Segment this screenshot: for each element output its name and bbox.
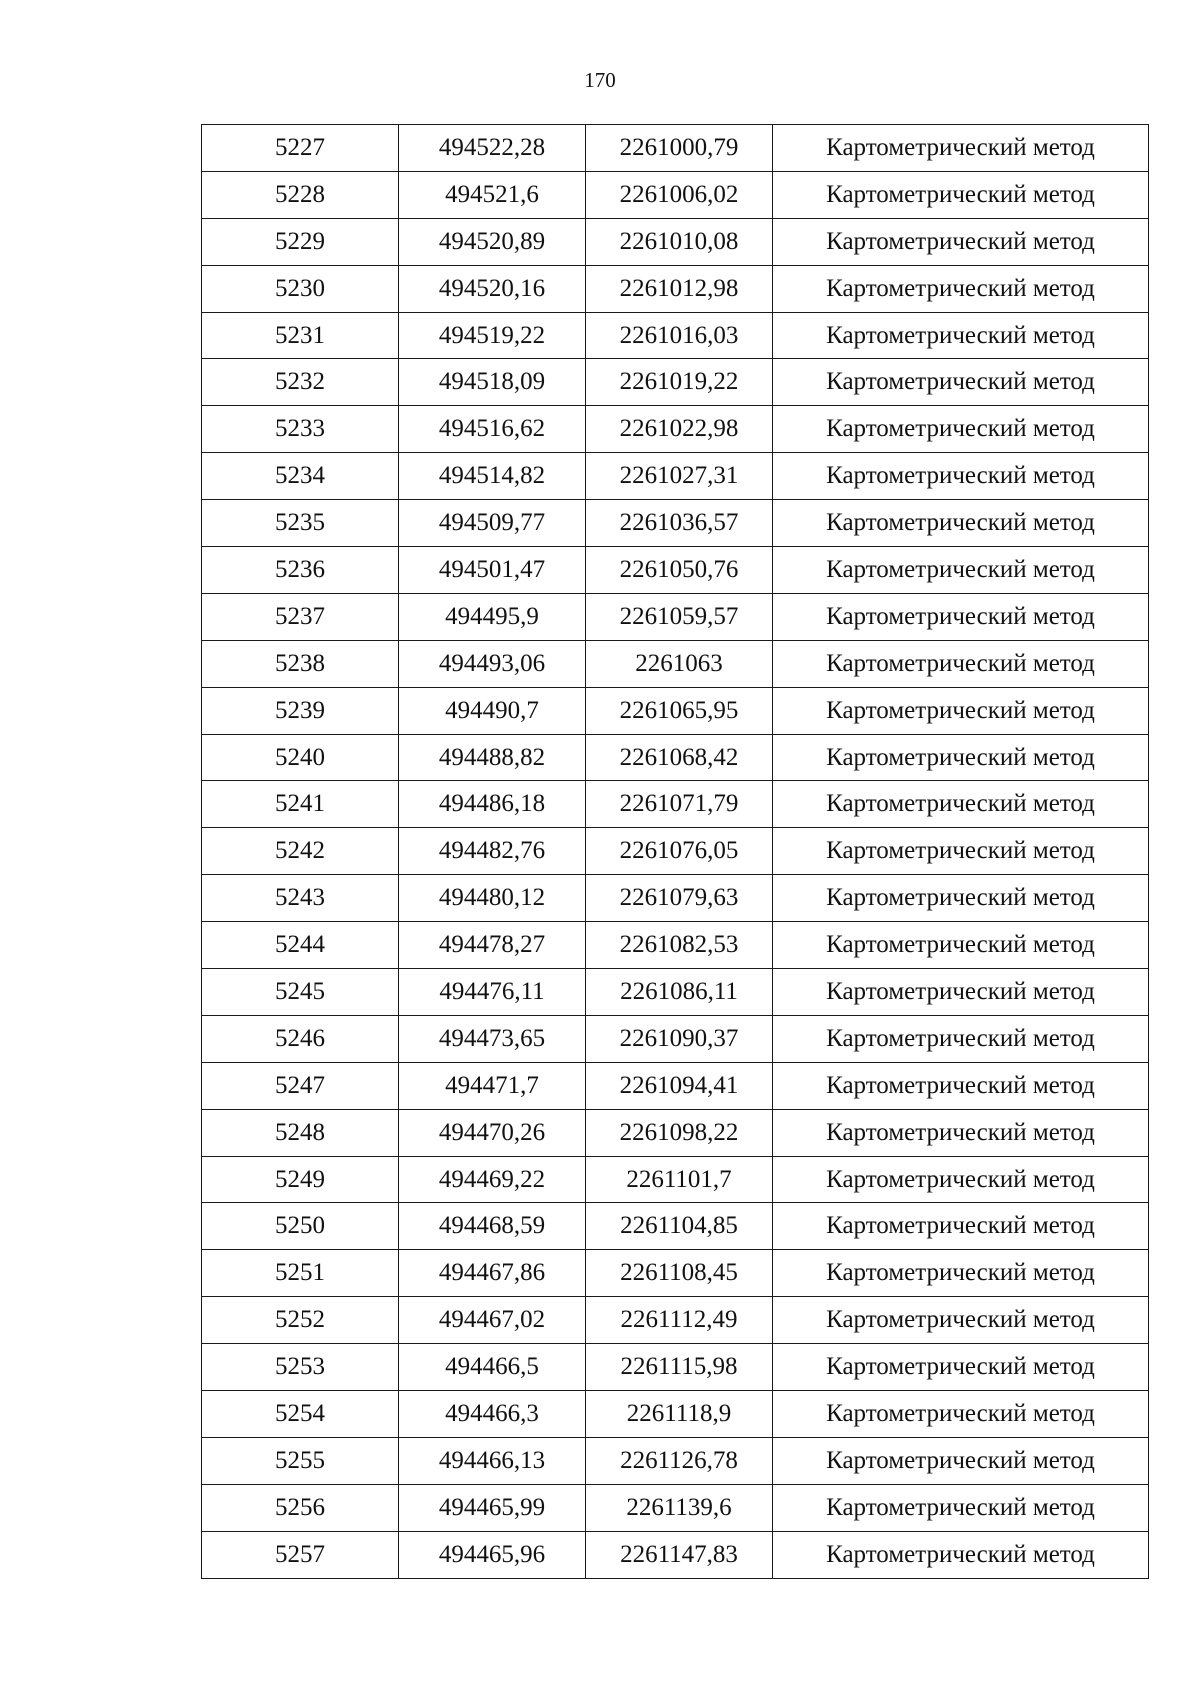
x-coordinate-cell: 494465,99 [399,1484,586,1531]
point-number-cell: 5254 [202,1391,399,1438]
x-coordinate-cell: 494470,26 [399,1109,586,1156]
x-coordinate-cell: 494501,47 [399,547,586,594]
y-coordinate-cell: 2261101,7 [586,1156,773,1203]
method-cell: Картометрический метод [773,500,1149,547]
x-coordinate-cell: 494465,96 [399,1531,586,1578]
x-coordinate-cell: 494520,16 [399,265,586,312]
table-row [202,1297,1149,1344]
x-coordinate-cell: 494490,7 [399,687,586,734]
method-cell: Картометрический метод [773,1484,1149,1531]
table-row [202,171,1149,218]
x-coordinate-cell: 494520,89 [399,218,586,265]
method-cell: Картометрический метод [773,265,1149,312]
point-number-cell: 5242 [202,828,399,875]
method-cell: Картометрический метод [773,1297,1149,1344]
point-number-cell: 5239 [202,687,399,734]
y-coordinate-cell: 2261050,76 [586,547,773,594]
y-coordinate-cell: 2261000,79 [586,125,773,172]
table-row [202,593,1149,640]
y-coordinate-cell: 2261016,03 [586,312,773,359]
y-coordinate-cell: 2261068,42 [586,734,773,781]
method-cell: Картометрический метод [773,1015,1149,1062]
y-coordinate-cell: 2261098,22 [586,1109,773,1156]
table-row [202,1531,1149,1578]
page-number: 170 [584,68,616,92]
table-row [202,828,1149,875]
table-row [202,1015,1149,1062]
x-coordinate-cell: 494488,82 [399,734,586,781]
x-coordinate-cell: 494516,62 [399,406,586,453]
y-coordinate-cell: 2261082,53 [586,922,773,969]
method-cell: Картометрический метод [773,453,1149,500]
y-coordinate-cell: 2261104,85 [586,1203,773,1250]
table-row [202,500,1149,547]
x-coordinate-cell: 494486,18 [399,781,586,828]
x-coordinate-cell: 494493,06 [399,640,586,687]
point-number-cell: 5235 [202,500,399,547]
x-coordinate-cell: 494509,77 [399,500,586,547]
method-cell: Картометрический метод [773,828,1149,875]
point-number-cell: 5255 [202,1437,399,1484]
x-coordinate-cell: 494466,5 [399,1344,586,1391]
method-cell: Картометрический метод [773,171,1149,218]
table-row [202,312,1149,359]
table-row [202,1391,1149,1438]
point-number-cell: 5248 [202,1109,399,1156]
table-row [202,547,1149,594]
method-cell: Картометрический метод [773,312,1149,359]
point-number-cell: 5227 [202,125,399,172]
method-cell: Картометрический метод [773,125,1149,172]
method-cell: Картометрический метод [773,1203,1149,1250]
point-number-cell: 5234 [202,453,399,500]
y-coordinate-cell: 2261036,57 [586,500,773,547]
x-coordinate-cell: 494514,82 [399,453,586,500]
point-number-cell: 5238 [202,640,399,687]
table-row [202,1062,1149,1109]
table-row [202,1109,1149,1156]
y-coordinate-cell: 2261012,98 [586,265,773,312]
point-number-cell: 5228 [202,171,399,218]
point-number-cell: 5230 [202,265,399,312]
x-coordinate-cell: 494482,76 [399,828,586,875]
method-cell: Картометрический метод [773,1156,1149,1203]
table-body [202,125,1149,1579]
y-coordinate-cell: 2261115,98 [586,1344,773,1391]
y-coordinate-cell: 2261118,9 [586,1391,773,1438]
x-coordinate-cell: 494467,02 [399,1297,586,1344]
point-number-cell: 5236 [202,547,399,594]
method-cell: Картометрический метод [773,1344,1149,1391]
table-row [202,781,1149,828]
y-coordinate-cell: 2261147,83 [586,1531,773,1578]
x-coordinate-cell: 494478,27 [399,922,586,969]
y-coordinate-cell: 2261076,05 [586,828,773,875]
table-row [202,1156,1149,1203]
y-coordinate-cell: 2261071,79 [586,781,773,828]
y-coordinate-cell: 2261063 [586,640,773,687]
point-number-cell: 5231 [202,312,399,359]
x-coordinate-cell: 494468,59 [399,1203,586,1250]
table-row [202,640,1149,687]
table-row [202,265,1149,312]
x-coordinate-cell: 494476,11 [399,969,586,1016]
point-number-cell: 5257 [202,1531,399,1578]
x-coordinate-cell: 494466,3 [399,1391,586,1438]
method-cell: Картометрический метод [773,1109,1149,1156]
y-coordinate-cell: 2261019,22 [586,359,773,406]
x-coordinate-cell: 494521,6 [399,171,586,218]
x-coordinate-cell: 494522,28 [399,125,586,172]
y-coordinate-cell: 2261139,6 [586,1484,773,1531]
method-cell: Картометрический метод [773,734,1149,781]
x-coordinate-cell: 494495,9 [399,593,586,640]
table-row [202,1484,1149,1531]
method-cell: Картометрический метод [773,1250,1149,1297]
table-row [202,734,1149,781]
point-number-cell: 5241 [202,781,399,828]
x-coordinate-cell: 494469,22 [399,1156,586,1203]
method-cell: Картометрический метод [773,1391,1149,1438]
y-coordinate-cell: 2261065,95 [586,687,773,734]
x-coordinate-cell: 494518,09 [399,359,586,406]
point-number-cell: 5243 [202,875,399,922]
y-coordinate-cell: 2261079,63 [586,875,773,922]
table-row [202,1203,1149,1250]
point-number-cell: 5237 [202,593,399,640]
table-row [202,1437,1149,1484]
method-cell: Картометрический метод [773,406,1149,453]
table-row [202,1344,1149,1391]
y-coordinate-cell: 2261108,45 [586,1250,773,1297]
method-cell: Картометрический метод [773,875,1149,922]
point-number-cell: 5246 [202,1015,399,1062]
point-number-cell: 5233 [202,406,399,453]
y-coordinate-cell: 2261086,11 [586,969,773,1016]
method-cell: Картометрический метод [773,969,1149,1016]
y-coordinate-cell: 2261027,31 [586,453,773,500]
table-row [202,218,1149,265]
point-number-cell: 5250 [202,1203,399,1250]
point-number-cell: 5244 [202,922,399,969]
table-row [202,875,1149,922]
x-coordinate-cell: 494519,22 [399,312,586,359]
table-row [202,687,1149,734]
method-cell: Картометрический метод [773,781,1149,828]
y-coordinate-cell: 2261090,37 [586,1015,773,1062]
x-coordinate-cell: 494473,65 [399,1015,586,1062]
method-cell: Картометрический метод [773,1531,1149,1578]
point-number-cell: 5256 [202,1484,399,1531]
x-coordinate-cell: 494471,7 [399,1062,586,1109]
table-row [202,1250,1149,1297]
method-cell: Картометрический метод [773,922,1149,969]
table-row [202,453,1149,500]
method-cell: Картометрический метод [773,359,1149,406]
method-cell: Картометрический метод [773,547,1149,594]
method-cell: Картометрический метод [773,1062,1149,1109]
point-number-cell: 5249 [202,1156,399,1203]
method-cell: Картометрический метод [773,640,1149,687]
y-coordinate-cell: 2261126,78 [586,1437,773,1484]
coordinates-table [201,124,1149,1579]
y-coordinate-cell: 2261059,57 [586,593,773,640]
point-number-cell: 5240 [202,734,399,781]
y-coordinate-cell: 2261094,41 [586,1062,773,1109]
y-coordinate-cell: 2261022,98 [586,406,773,453]
method-cell: Картометрический метод [773,1437,1149,1484]
point-number-cell: 5232 [202,359,399,406]
y-coordinate-cell: 2261112,49 [586,1297,773,1344]
point-number-cell: 5253 [202,1344,399,1391]
method-cell: Картометрический метод [773,687,1149,734]
point-number-cell: 5251 [202,1250,399,1297]
point-number-cell: 5245 [202,969,399,1016]
x-coordinate-cell: 494480,12 [399,875,586,922]
table-row [202,969,1149,1016]
table-row [202,359,1149,406]
y-coordinate-cell: 2261006,02 [586,171,773,218]
method-cell: Картометрический метод [773,593,1149,640]
point-number-cell: 5247 [202,1062,399,1109]
point-number-cell: 5229 [202,218,399,265]
table-row [202,922,1149,969]
x-coordinate-cell: 494467,86 [399,1250,586,1297]
table-row [202,125,1149,172]
point-number-cell: 5252 [202,1297,399,1344]
method-cell: Картометрический метод [773,218,1149,265]
table-row [202,406,1149,453]
x-coordinate-cell: 494466,13 [399,1437,586,1484]
y-coordinate-cell: 2261010,08 [586,218,773,265]
